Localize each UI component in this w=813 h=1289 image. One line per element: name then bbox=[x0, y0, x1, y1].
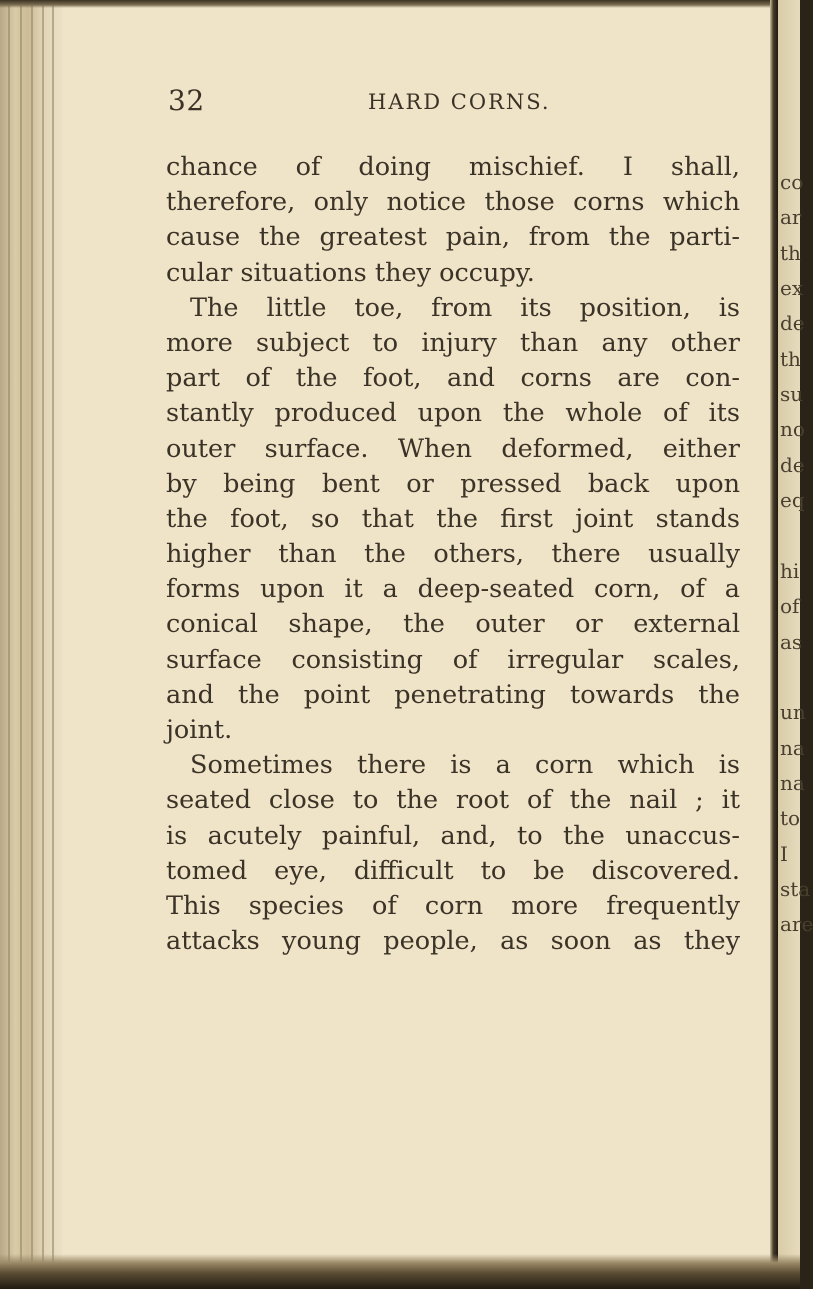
text-line: therefore, only notice those corns which bbox=[166, 187, 740, 218]
text-line: stantly produced upon the whole of its bbox=[166, 398, 740, 429]
body-text bbox=[166, 150, 740, 959]
text-line: cause the greatest pain, from the parti- bbox=[166, 222, 740, 253]
text-line: seated close to the root of the nail ; it bbox=[166, 785, 740, 816]
text-line: joint. bbox=[166, 715, 233, 745]
adjacent-fragment: de bbox=[780, 453, 805, 477]
adjacent-fragment: na bbox=[780, 736, 805, 760]
text-line: The little toe, from its position, is bbox=[190, 292, 740, 323]
gutter-line bbox=[20, 0, 22, 1289]
text-line: part of the foot, and corns are con- bbox=[166, 363, 740, 394]
adjacent-fragment: de bbox=[780, 311, 805, 335]
adjacent-fragment: eq bbox=[780, 488, 805, 512]
text-line: chance of doing mischief. I shall, bbox=[166, 152, 740, 182]
text-line: higher than the others, there usually bbox=[166, 539, 740, 570]
text-line: and the point penetrating towards the bbox=[166, 679, 740, 710]
text-line: more subject to injury than any other bbox=[166, 327, 740, 358]
binding-gutter bbox=[0, 0, 62, 1289]
text-line: surface consisting of irregular scales, bbox=[166, 644, 740, 675]
adjacent-fragment: co bbox=[780, 170, 804, 194]
page-bottom-edge bbox=[0, 1254, 800, 1289]
adjacent-fragment: are bbox=[780, 912, 813, 936]
adjacent-fragment: sta bbox=[780, 877, 811, 901]
text-line: This species of corn more frequently bbox=[166, 890, 740, 921]
adjacent-fragment: ex bbox=[780, 276, 804, 300]
running-title: HARD CORNS. bbox=[368, 90, 551, 114]
gutter-line bbox=[31, 0, 33, 1289]
adjacent-page-edge bbox=[778, 0, 813, 1289]
gutter-line bbox=[8, 0, 10, 1289]
text-line: is acutely painful, and, to the unaccus- bbox=[166, 820, 740, 851]
text-line: outer surface. When deformed, either bbox=[166, 433, 740, 464]
adjacent-fragment: su bbox=[780, 382, 804, 406]
gutter-line bbox=[42, 0, 44, 1289]
text-line: Sometimes there is a corn which is bbox=[190, 750, 740, 781]
text-line: tomed eye, difficult to be discovered. bbox=[166, 855, 740, 886]
adjacent-fragment: ar bbox=[780, 205, 802, 229]
page-header bbox=[168, 84, 758, 120]
adjacent-fragment: na bbox=[780, 771, 805, 795]
adjacent-fragment: un bbox=[780, 700, 806, 724]
adjacent-fragment: no bbox=[780, 417, 805, 441]
adjacent-fragment: hi bbox=[780, 559, 800, 583]
adjacent-fragment: of bbox=[780, 594, 800, 618]
adjacent-fragment: I bbox=[780, 842, 788, 866]
text-line: the foot, so that the first joint stands bbox=[166, 503, 740, 534]
text-line: by being bent or pressed back upon bbox=[166, 468, 740, 499]
gutter-line bbox=[52, 0, 54, 1289]
text-line: conical shape, the outer or external bbox=[166, 609, 740, 640]
adjacent-fragment: to bbox=[780, 806, 801, 830]
page-number: 32 bbox=[168, 84, 205, 117]
page-gap-shadow bbox=[770, 0, 778, 1289]
text-line: attacks young people, as soon as they bbox=[166, 926, 740, 957]
adjacent-fragment: th bbox=[780, 241, 801, 265]
text-line: cular situations they occupy. bbox=[166, 257, 535, 288]
adjacent-fragment: as bbox=[780, 630, 803, 654]
adjacent-fragment: th bbox=[780, 347, 801, 371]
text-line: forms upon it a deep-seated corn, of a bbox=[166, 574, 740, 605]
page-top-edge bbox=[0, 0, 800, 8]
